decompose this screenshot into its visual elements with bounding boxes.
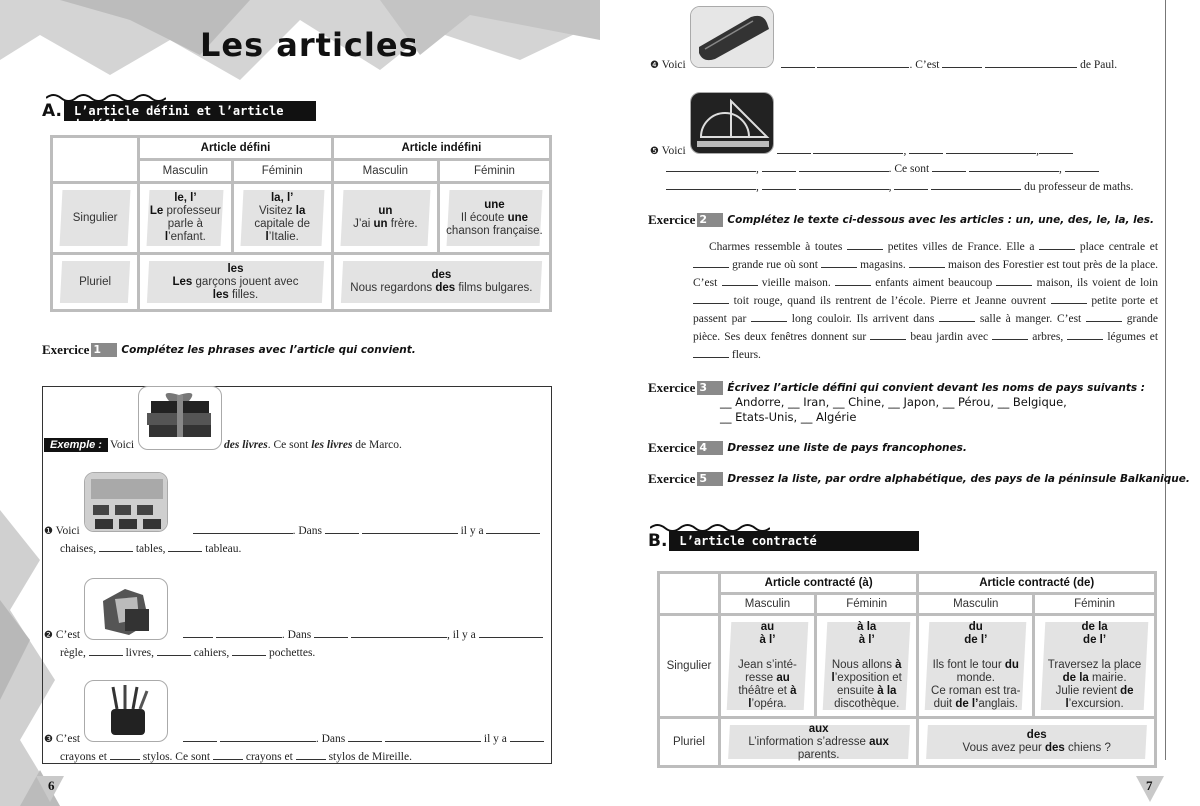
exemple-sentence: des livres. Ce sont les livres de Marco. xyxy=(224,439,402,451)
item-3-line-1: ❸ C’est . Dans il y a xyxy=(44,730,550,749)
cell-a-m: au à l’ Jean s’inté- resse au théâtre et à l’opéra. xyxy=(721,616,814,716)
exercice-3-heading xyxy=(648,380,1145,396)
col-header-de: Article contracté (de) xyxy=(919,574,1154,592)
exemple-tag: Exemple : xyxy=(44,438,108,452)
page-edge-line xyxy=(1165,0,1166,760)
exercice-2-heading xyxy=(648,212,1154,228)
exercice-5-heading xyxy=(648,471,1190,487)
row-header-singulier: Singulier xyxy=(53,184,137,252)
exercice-label: Exercice xyxy=(42,342,90,357)
exercice-label: Exercice xyxy=(648,380,696,395)
col-header-masc: Masculin xyxy=(919,595,1032,613)
col-header-a: Article contracté (à) xyxy=(721,574,917,592)
cell-sing-def-m: le, l’ Le professeur parle à l’enfant. xyxy=(140,184,230,252)
item-5-line-2: , . Ce sont , xyxy=(666,160,1156,178)
row-header-pluriel: Pluriel xyxy=(660,719,718,765)
definite-indefinite-table xyxy=(50,135,552,312)
col-header-masc: Masculin xyxy=(721,595,814,613)
right-page xyxy=(600,0,1200,806)
cell-sing-ind-f: une Il écoute une chanson française. xyxy=(440,184,549,252)
cell-de-m: du de l’ Ils font le tour du monde. Ce roman est tra- duit de l’anglais. xyxy=(919,616,1032,716)
col-header-fem: Féminin xyxy=(440,161,549,181)
item-1-line-2: chaises, tables, tableau. xyxy=(60,543,242,555)
item-2-line-2: règle, livres, cahiers, pochettes. xyxy=(60,647,316,659)
col-header-fem: Féminin xyxy=(1035,595,1154,613)
books-icon xyxy=(139,387,222,450)
section-letter: A. xyxy=(42,101,62,121)
item-3-line-2: crayons et stylos. Ce sont crayons et stylos de Mireille. xyxy=(60,751,412,763)
exercice-number: 1 xyxy=(91,343,117,357)
exercice-2-text: Charmes ressemble à toutes petites villes de France. Elle a place centrale et grande rue où sont magasins. maison des Forestier est tout près de la place. C’est vieille maison. enfants aiment beaucoup maison, ils voient de loin toit rouge, quand ils rentrent de l’école. Pierre et Jeanne ouvrent petite porte et passent par long couloir. Ils arrivent dans salle à manger. C’est grande pièce. Ses deux fenêtres donnent sur beau jardin avec arbres, légumes et fleurs. xyxy=(693,241,1159,361)
exercice-instruction: Complétez le texte ci-dessous avec les articles : un, une, des, le, la, les. xyxy=(727,214,1155,226)
col-header-indefini: Article indéfini xyxy=(334,138,549,158)
cell-plur-a: aux L’information s’adresse aux parents. xyxy=(721,719,917,765)
exercice-number: 3 xyxy=(697,381,723,395)
cell-sing-ind-m: un J’ai un frère. xyxy=(334,184,437,252)
exercice-instruction: Dressez la liste, par ordre alphabétique, des pays de la péninsule Balkanique. xyxy=(727,473,1190,485)
cell-plur-ind: des Nous regardons des films bulgares. xyxy=(334,255,549,309)
cell-sing-def-f: la, l’ Visitez la capitale de l’Italie. xyxy=(234,184,331,252)
col-header-masc: Masculin xyxy=(334,161,437,181)
cell-a-f: à la à l’ Nous allons à l’exposition et ensuite à la discothèque. xyxy=(817,616,916,716)
exercice-label: Exercice xyxy=(648,440,696,455)
item-4-line: ❹ Voici . C’est de Paul. xyxy=(650,59,1118,71)
col-header-fem: Féminin xyxy=(817,595,916,613)
exercice-3-countries-line-2: __ Etats-Unis, __ Algérie xyxy=(720,410,857,424)
item-2-line-1: ❷ C’est . Dans , il y a xyxy=(44,626,550,645)
section-a-heading xyxy=(42,101,316,132)
cell-plur-def: les Les garçons jouent avec les filles. xyxy=(140,255,331,309)
exercice-label: Exercice xyxy=(648,212,696,227)
section-label: L’article contracté xyxy=(669,531,919,551)
cell-de-f: de la de l’ Traversez la place de la mairie. Julie revient de l’excursion. xyxy=(1035,616,1154,716)
exercice-label: Exercice xyxy=(648,471,696,486)
exercice-number: 2 xyxy=(697,213,723,227)
exemple-voici: Voici xyxy=(110,439,135,451)
exercice-3-countries-line-1: __ Andorre, __ Iran, __ Chine, __ Japon, __ Pérou, __ Belgique, xyxy=(720,395,1067,409)
page-title: Les articles xyxy=(200,26,419,64)
item-1-line-1: ❶ Voici . Dans il y a xyxy=(44,522,550,541)
item-5-line-3: , , du professeur de maths. xyxy=(666,178,1156,196)
exercice-instruction: Dressez une liste de pays francophones. xyxy=(727,442,967,454)
books-gift-image xyxy=(138,386,222,450)
col-header-fem: Féminin xyxy=(234,161,331,181)
row-header-pluriel: Pluriel xyxy=(53,255,137,309)
row-header-singulier: Singulier xyxy=(660,616,718,716)
item-5-line-1: ❺ Voici , , xyxy=(650,142,1150,161)
exercice-4-heading xyxy=(648,440,967,456)
contracted-article-table xyxy=(657,571,1157,768)
table-corner xyxy=(53,138,137,181)
section-b-heading xyxy=(648,531,919,551)
section-letter: B. xyxy=(648,531,668,551)
cell-plur-de: des Vous avez peur des chiens ? xyxy=(919,719,1154,765)
exercice-number: 4 xyxy=(697,441,723,455)
exercice-number: 5 xyxy=(697,472,723,486)
section-label: L’article défini et l’article indéfini xyxy=(64,101,316,121)
page-number-left: 6 xyxy=(48,778,55,793)
table-corner xyxy=(660,574,718,613)
col-header-defini: Article défini xyxy=(140,138,331,158)
page-number-right: 7 xyxy=(1146,778,1153,793)
col-header-masc: Masculin xyxy=(140,161,230,181)
exercice-instruction: Complétez les phrases avec l’article qui convient. xyxy=(121,344,416,356)
exercice-instruction: Écrivez l’article défini qui convient devant les noms de pays suivants : xyxy=(727,382,1145,394)
exercice-1-heading xyxy=(42,342,416,358)
